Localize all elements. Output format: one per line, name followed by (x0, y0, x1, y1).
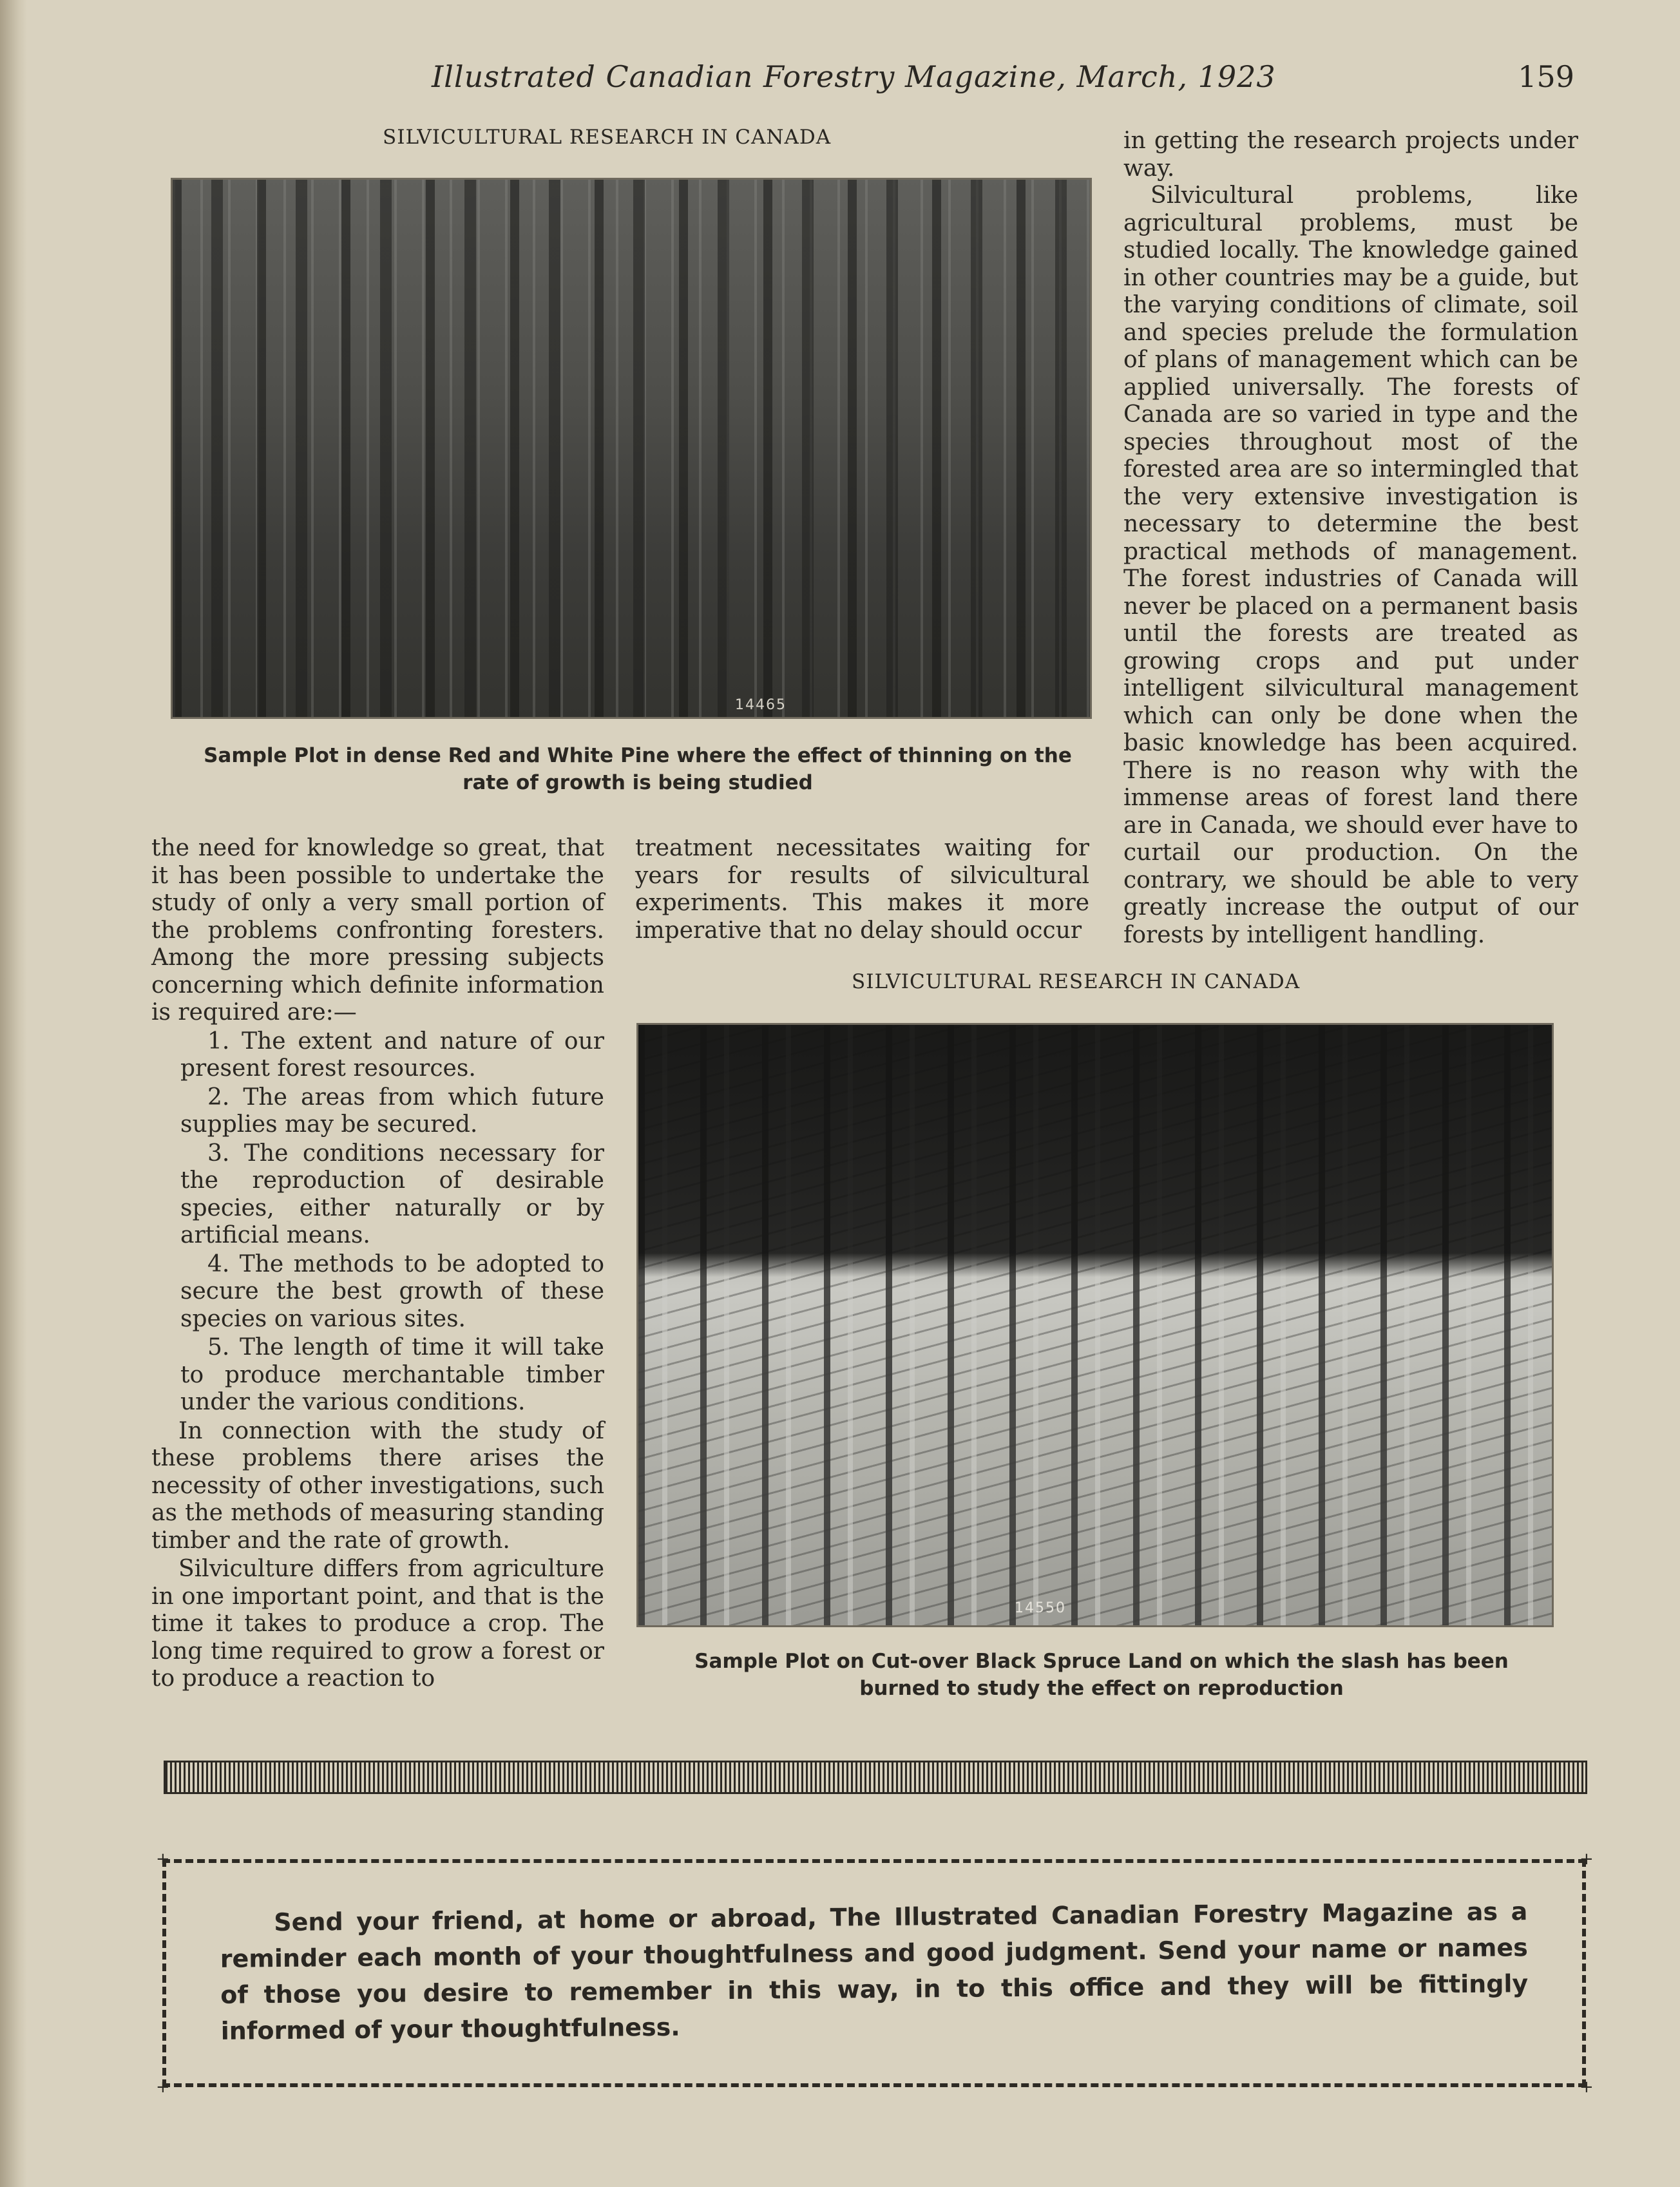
list-item: 3. The conditions necessary for the reproduction of desirable species, either naturally or by artificial means. (180, 1140, 604, 1248)
right-column (1123, 128, 1578, 949)
black-spruce-sample-plot-photo (636, 1023, 1554, 1627)
list-item: 4. The methods to be adopted to secure the best growth of these species on various sites. (180, 1250, 604, 1332)
decorative-rule (164, 1761, 1587, 1794)
figure1-plate-number: 14465 (735, 697, 787, 713)
list-item: 2. The areas from which future supplies may be secured. (180, 1084, 604, 1138)
left-paragraph-3: Silviculture differs from agriculture in one important point, and that is the time it takes to produce a crop. The long time required to grow a forest or to produce a reaction to (151, 1556, 604, 1692)
middle-paragraph: treatment necessitates waiting for years for results of silvicultural experiments. This makes it more imperative that no delay should occur (635, 835, 1089, 944)
page-number: 159 (1518, 59, 1574, 94)
running-head: Illustrated Canadian Forestry Magazine, March, 1923 (432, 59, 1276, 94)
corner-ornament-icon: + (1580, 1849, 1594, 1869)
corner-ornament-icon: + (156, 2077, 170, 2097)
corner-ornament-icon: + (1580, 2077, 1594, 2097)
corner-ornament-icon: + (156, 1849, 170, 1869)
right-paragraph-1: in getting the research projects under way. (1123, 128, 1578, 182)
figure1-section-title: SILVICULTURAL RESEARCH IN CANADA (383, 126, 832, 149)
pine-sample-plot-photo (171, 178, 1092, 719)
left-column (151, 835, 604, 1693)
list-item: 5. The length of time it will take to produce merchantable timber under the various conditions. (180, 1334, 604, 1415)
figure2-caption: Sample Plot on Cut-over Black Spruce Land on which the slash has been burned to study the effect on reproduction (694, 1650, 1509, 1700)
subscription-notice-box (156, 1849, 1594, 2097)
list-item: 1. The extent and nature of our present forest resources. (180, 1027, 604, 1082)
left-intro-paragraph: the need for knowledge so great, that it has been possible to undertake the study of only a very small portion of the problems confronting foresters. Among the more pressing subjects concerning which definite information is required are:— (151, 835, 604, 1026)
figure1-caption: Sample Plot in dense Red and White Pine where the effect of thinning on the rate of growth is being studied (204, 744, 1072, 794)
figure2-plate-number: 14550 (1015, 1600, 1066, 1616)
subscription-notice-text (220, 1893, 1529, 2049)
left-paragraph-2: In connection with the study of these problems there arises the necessity of other investigations, such as the methods of measuring standing timber and the rate of growth. (151, 1417, 604, 1554)
right-paragraph-2: Silvicultural problems, like agricultural problems, must be studied locally. The knowledge gained in other countries may be a guide, but the varying conditions of climate, soil and species prelude the formulation of plans of management which can be applied universally. The forests of Canada are so varied in type and the species throughout most of the forested area are so intermingled that the very extensive investigation is necessary to determine the best practical methods of management. The forest industries of Canada will never be placed on a permanent basis until the forests are treated as growing crops and put under intelligent silvicultural management which can only be done when the basic knowledge has been acquired. There is no reason why with the immense areas of forest land there are in Canada, we should ever have to curtail our production. On the contrary, we should be able to very greatly increase the output of our forests by intelligent handling. (1123, 182, 1578, 948)
notice-paragraph: Send your friend, at home or abroad, The Illustrated Canadian Forestry Magazine as a reminder each month of your thoughtfulness and good judgment. Send your name or names of those you desire to remember in this way, in to this office and they will be fittingly informed of your thoughtfulness. (220, 1897, 1529, 2045)
figure2-section-title: SILVICULTURAL RESEARCH IN CANADA (852, 970, 1301, 993)
middle-column (635, 835, 1089, 944)
